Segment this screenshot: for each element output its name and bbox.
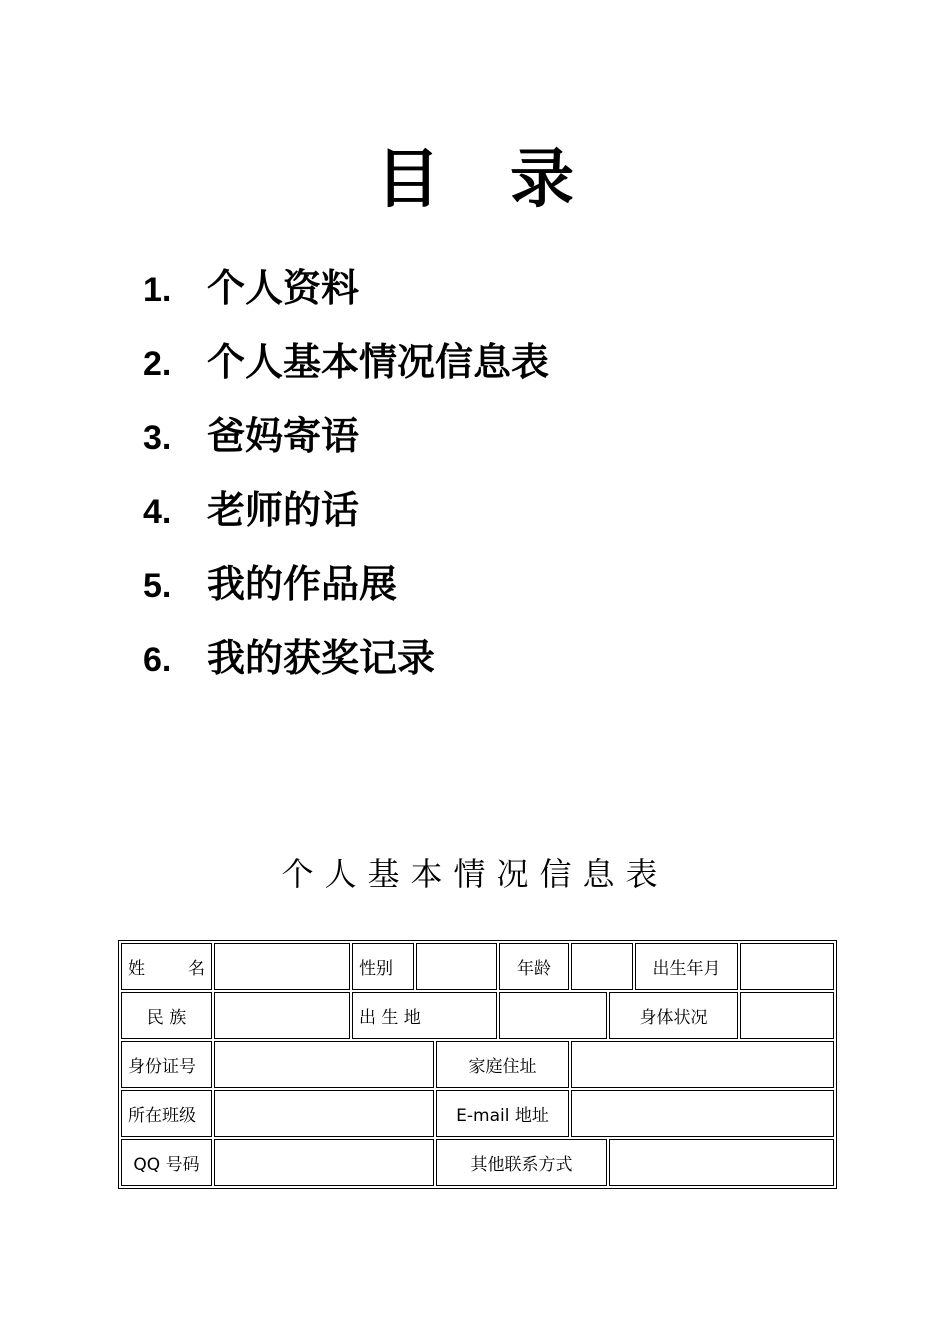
toc-item-number: 6. — [143, 641, 172, 679]
toc-title-char: 目 — [376, 142, 440, 217]
toc-item-number: 5. — [143, 567, 172, 605]
table-row — [121, 992, 834, 1039]
qq-label: QQ 号码 — [121, 1139, 212, 1186]
qq-field[interactable] — [214, 1139, 434, 1186]
form-title: 个人基本情况信息表 — [281, 855, 669, 893]
toc-item-label: 爸妈寄语 — [207, 414, 360, 458]
toc-item-label: 我的获奖记录 — [207, 636, 436, 680]
name-label: 姓 名 — [121, 943, 212, 990]
email-label: E-mail 地址 — [436, 1090, 569, 1137]
toc-item-number: 2. — [143, 345, 172, 383]
toc-item-number: 1. — [143, 271, 172, 309]
toc-item[interactable] — [143, 484, 549, 558]
other-contact-field[interactable] — [609, 1139, 834, 1186]
toc-item-number: 4. — [143, 493, 172, 531]
toc-item-label: 老师的话 — [207, 488, 360, 532]
table-row — [121, 1041, 834, 1088]
other-contact-label: 其他联系方式 — [436, 1139, 607, 1186]
home-address-label: 家庭住址 — [436, 1041, 569, 1088]
health-field[interactable] — [740, 992, 834, 1039]
email-field[interactable] — [571, 1090, 834, 1137]
table-row — [121, 1090, 834, 1137]
class-field[interactable] — [214, 1090, 434, 1137]
toc-title — [0, 140, 950, 220]
personal-info-table — [118, 940, 837, 1189]
gender-label: 性别 — [352, 943, 414, 990]
birthplace-label: 出 生 地 — [352, 992, 497, 1039]
toc-item[interactable] — [143, 632, 549, 706]
table-row — [121, 1139, 834, 1186]
ethnicity-label: 民 族 — [121, 992, 212, 1039]
toc-item-label: 个人资料 — [207, 266, 360, 310]
toc-list — [143, 262, 549, 706]
age-label: 年龄 — [499, 943, 569, 990]
name-field[interactable] — [214, 943, 350, 990]
toc-item-label: 我的作品展 — [207, 562, 398, 606]
birthplace-field[interactable] — [499, 992, 607, 1039]
id-number-label: 身份证号 — [121, 1041, 212, 1088]
birth-date-label: 出生年月 — [635, 943, 738, 990]
toc-item[interactable] — [143, 262, 549, 336]
toc-item[interactable] — [143, 558, 549, 632]
age-field[interactable] — [571, 943, 633, 990]
health-label: 身体状况 — [609, 992, 738, 1039]
birth-date-field[interactable] — [740, 943, 834, 990]
toc-title-char: 录 — [510, 142, 574, 217]
table-row — [121, 943, 834, 990]
toc-item-number: 3. — [143, 419, 172, 457]
ethnicity-field[interactable] — [214, 992, 350, 1039]
toc-item-label: 个人基本情况信息表 — [207, 340, 550, 384]
class-label: 所在班级 — [121, 1090, 212, 1137]
toc-item[interactable] — [143, 410, 549, 484]
id-number-field[interactable] — [214, 1041, 434, 1088]
home-address-field[interactable] — [571, 1041, 834, 1088]
toc-item[interactable] — [143, 336, 549, 410]
gender-field[interactable] — [416, 943, 497, 990]
